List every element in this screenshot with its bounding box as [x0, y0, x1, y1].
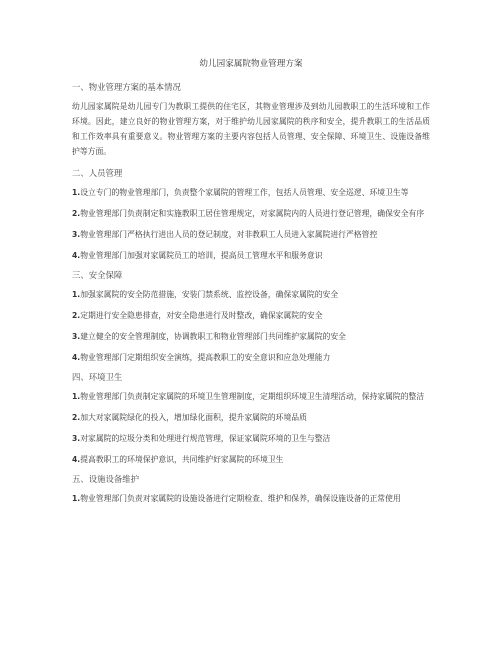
item-text: 物业管理部门严格执行进出人员的登记制度，对非教职工人员进入家属院进行严格管控	[80, 230, 378, 239]
item-number: 3.	[72, 434, 81, 443]
section-heading: 一、物业管理方案的基本情况	[72, 82, 181, 92]
item-text: 物业管理部门负责对家属院的设施设备进行定期检查、维护和保养，确保设施设备的正常使用	[80, 494, 401, 503]
item-number: 4.	[72, 251, 81, 260]
list-item	[72, 227, 430, 242]
item-text: 物业管理部门负责制定家属院的环境卫生管理制度，定期组织环境卫生清理活动，保持家属院的整洁	[80, 392, 425, 401]
section-basic-info	[72, 81, 430, 159]
item-text: 物业管理部门加强对家属院员工的培训，提高员工管理水平和服务意识	[80, 251, 323, 260]
list-item	[72, 308, 430, 323]
list-item	[72, 431, 430, 446]
item-number: 1.	[72, 392, 81, 401]
item-number: 1.	[72, 494, 81, 503]
item-number: 2.	[72, 413, 81, 422]
item-text: 对家属院的垃圾分类和处理进行规范管理，保证家属院环境的卫生与整洁	[80, 434, 331, 443]
item-number: 4.	[72, 455, 81, 464]
section-heading: 二、人员管理	[72, 168, 123, 178]
item-number: 2.	[72, 209, 81, 218]
item-text: 加强家属院的安全防范措施，安装门禁系统、监控设备，确保家属院的安全	[80, 290, 339, 299]
list-item	[72, 491, 430, 506]
item-text: 提高教职工的环境保护意识，共同维护好家属院的环境卫生	[80, 455, 284, 464]
list-item	[72, 206, 430, 221]
list-item	[72, 248, 430, 263]
item-number: 1.	[72, 188, 81, 197]
item-number: 2.	[72, 311, 81, 320]
item-text: 建立健全的安全管理制度，协调教职工和物业管理部门共同维护家属院的安全	[80, 332, 346, 341]
item-number: 3.	[72, 332, 81, 341]
list-item	[72, 389, 430, 404]
section-heading: 五、设施设备维护	[72, 474, 139, 484]
item-text: 加大对家属院绿化的投入，增加绿化面积，提升家属院的环境品质	[80, 413, 307, 422]
list-item	[72, 452, 430, 467]
item-text: 定期进行安全隐患排查，对安全隐患进行及时整改，确保家属院的安全	[80, 311, 323, 320]
list-item	[72, 350, 430, 365]
list-item	[72, 329, 430, 344]
item-text: 物业管理部门负责制定和实施教职工居住管理规定，对家属院内的人员进行登记管理，确保安全有序	[80, 209, 425, 218]
item-number: 4.	[72, 353, 81, 362]
list-item	[72, 287, 430, 302]
section-facilities	[72, 473, 430, 506]
section-heading: 四、环境卫生	[72, 372, 123, 382]
document-page	[72, 58, 430, 512]
item-number: 3.	[72, 230, 81, 239]
section-security	[72, 269, 430, 365]
list-item	[72, 410, 430, 425]
section-personnel	[72, 167, 430, 263]
document-title: 幼儿园家属院物业管理方案	[199, 59, 303, 69]
item-text: 设立专门的物业管理部门，负责整个家属院的管理工作，包括人员管理、安全巡逻、环境卫生等	[80, 188, 409, 197]
item-text: 物业管理部门定期组织安全演练，提高教职工的安全意识和应急处理能力	[80, 353, 331, 362]
item-number: 1.	[72, 290, 81, 299]
list-item	[72, 185, 430, 200]
section-heading: 三、安全保障	[72, 270, 123, 280]
section-paragraph: 幼儿园家属院是幼儿园专门为教职工提供的住宅区，其物业管理涉及到幼儿园教职工的生活环境和工作环境。因此，建立良好的物业管理方案，对于维护幼儿园家属院的秩序和安全，提升教职工的生活品质和工作效率具有重要意义。物业管理方案的主要内容包括人员管理、安全保障、环境卫生、设施设备维护等方面。	[72, 102, 430, 156]
section-environment	[72, 371, 430, 467]
